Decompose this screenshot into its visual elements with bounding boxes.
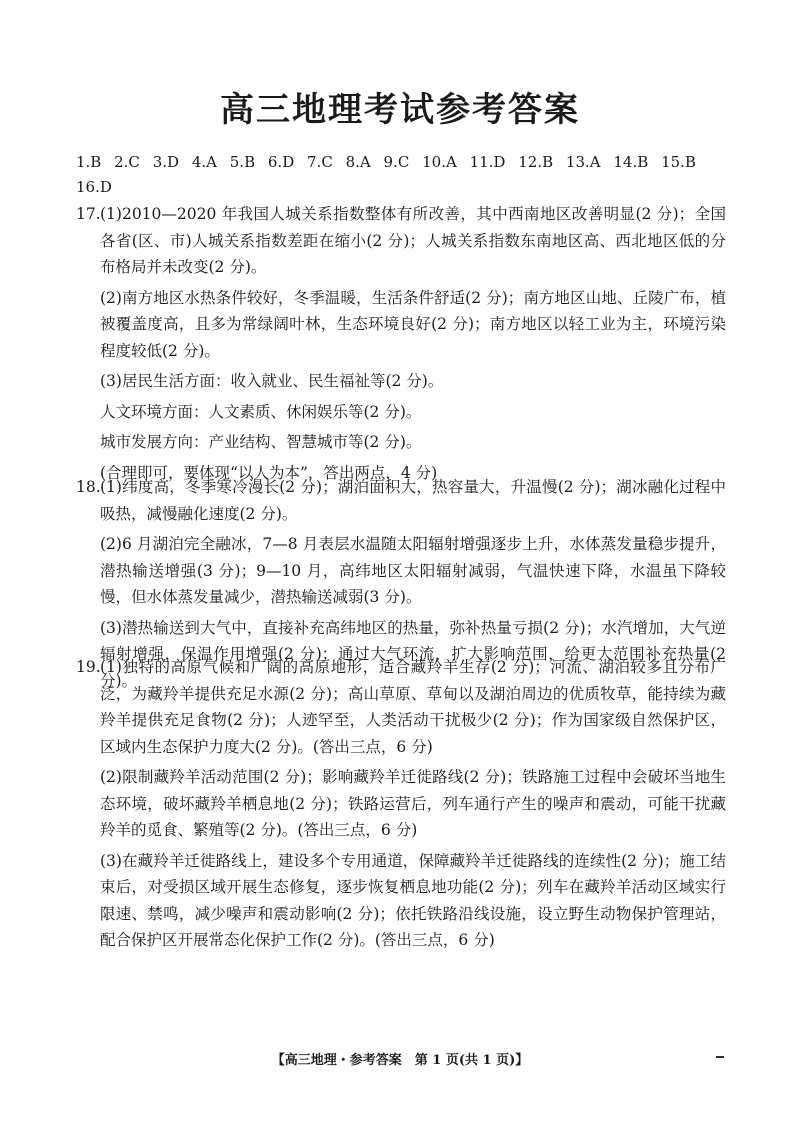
answer-part-1: (1)独特的高原气候和广阔的高原地形，适合藏羚羊生存(2 分)；河流、湖泊较多且分布广泛，为藏羚羊提供充足水源(2 分)；高山草原、草甸以及湖泊周边的优质牧草，能持续为藏羚羊提供充足食物(2 分)；人迹罕至，人类活动干扰极少(2 分)；作为国家级自然保护区，区域内生态保护力度大(2 分)。(答出三点，6 分) [100, 658, 726, 756]
answer-part-3-urban: 城市发展方向：产业结构、智慧城市等(2 分)。 [100, 433, 422, 451]
question-number: 17. [76, 205, 101, 223]
multiple-choice-answers [76, 150, 736, 200]
mc-answer: 1.B [76, 153, 102, 171]
mc-answer: 12.B [518, 153, 554, 171]
mc-answer: 14.B [613, 153, 649, 171]
answer-part-2: (2)限制藏羚羊活动范围(2 分)；影响藏羚羊迁徙路线(2 分)；铁路施工过程中会破坏当地生态环境，破坏藏羚羊栖息地(2 分)；铁路运营后，列车通行产生的噪声和震动，可能干扰藏羚羊的觅食、繁殖等(2 分)。(答出三点，6 分) [100, 768, 726, 839]
question-number: 19. [76, 658, 101, 676]
answer-part-1: (1)2010—2020 年我国人城关系指数整体有所改善，其中西南地区改善明显(2 分)；全国各省(区、市)人城关系指数差距在缩小(2 分)；人城关系指数东南地区高、西北地区低的分布格局并未改变(2 分)。 [100, 205, 726, 276]
mc-answer: 6.D [267, 153, 295, 171]
answer-part-3-humanities: 人文环境方面：人文素质、休闲娱乐等(2 分)。 [100, 402, 422, 421]
mc-answer: 5.B [229, 153, 256, 171]
mc-answer: 15.B [661, 153, 696, 171]
question-19 [76, 654, 726, 958]
mc-answer: 11.D [469, 153, 506, 171]
mc-answer: 9.C [383, 153, 410, 171]
mc-answer: 16.D [76, 178, 112, 196]
question-17 [76, 201, 726, 490]
answer-part-3: (3)潜热输送到大气中，直接补充高纬地区的热量，弥补热量亏损(2 分)；水汽增加，大气逆辐射增强，保温作用增强(2 分)；通过大气环流，扩大影响范围，给更大范围补充热量(2 分)。 [100, 618, 726, 690]
page-footer: 【高三地理・参考答案 第 1 页(共 1 页)】 [271, 1053, 529, 1068]
mc-answer: 10.A [422, 153, 457, 171]
mc-answer: 8.A [345, 153, 371, 171]
mc-answer: 4.A [191, 153, 217, 171]
answer-part-1: (1)纬度高，冬季寒冷漫长(2 分)；湖泊面积大，热容量大，升温慢(2 分)；湖冰融化过程中吸热，减慢融化速度(2 分)。 [100, 478, 726, 523]
answer-part-3: (3)居民生活方面：收入就业、民生福祉等(2 分)。 [100, 372, 444, 390]
mc-answer: 13.A [565, 153, 601, 171]
question-number: 18. [76, 478, 101, 496]
mc-answer: 3.D [152, 153, 180, 171]
page-title: 高三地理考试参考答案 [220, 90, 580, 130]
mc-answer: 2.C [114, 153, 140, 171]
answer-part-3: (3)在藏羚羊迁徙路线上，建设多个专用通道，保障藏羚羊迁徙路线的连续性(2 分)；施工结束后，对受损区域开展生态修复，逐步恢复栖息地功能(2 分)；列车在藏羚羊活动区域实行限速、禁鸣，减少噪声和震动影响(2 分)；依托铁路沿线设施，设立野生动物保护管理站，配合保护区开展常态化保护工作(2 分)。(答出三点，6 分) [100, 851, 726, 949]
answer-part-2: (2)6 月湖泊完全融冰，7—8 月表层水温随太阳辐射增强逐步上升，水体蒸发量稳步提升，潜热输送增强(3 分)；9—10 月，高纬地区太阳辐射减弱，气温快速下降，水温虽下降较慢，但水体蒸发量减少，潜热输送减弱(3 分)。 [100, 535, 726, 606]
corner-dash-mark [716, 1056, 724, 1058]
mc-answer: 7.C [307, 153, 333, 171]
answer-part-2: (2)南方地区水热条件较好，冬季温暖，生活条件舒适(2 分)；南方地区山地、丘陵广布，植被覆盖度高，且多为常绿阔叶林，生态环境良好(2 分)；南方地区以轻工业为主，环境污染程度较低(2 分)。 [100, 288, 726, 360]
answer-note: (合理即可，要体现“以人为本”，答出两点，4 分) [100, 463, 438, 482]
